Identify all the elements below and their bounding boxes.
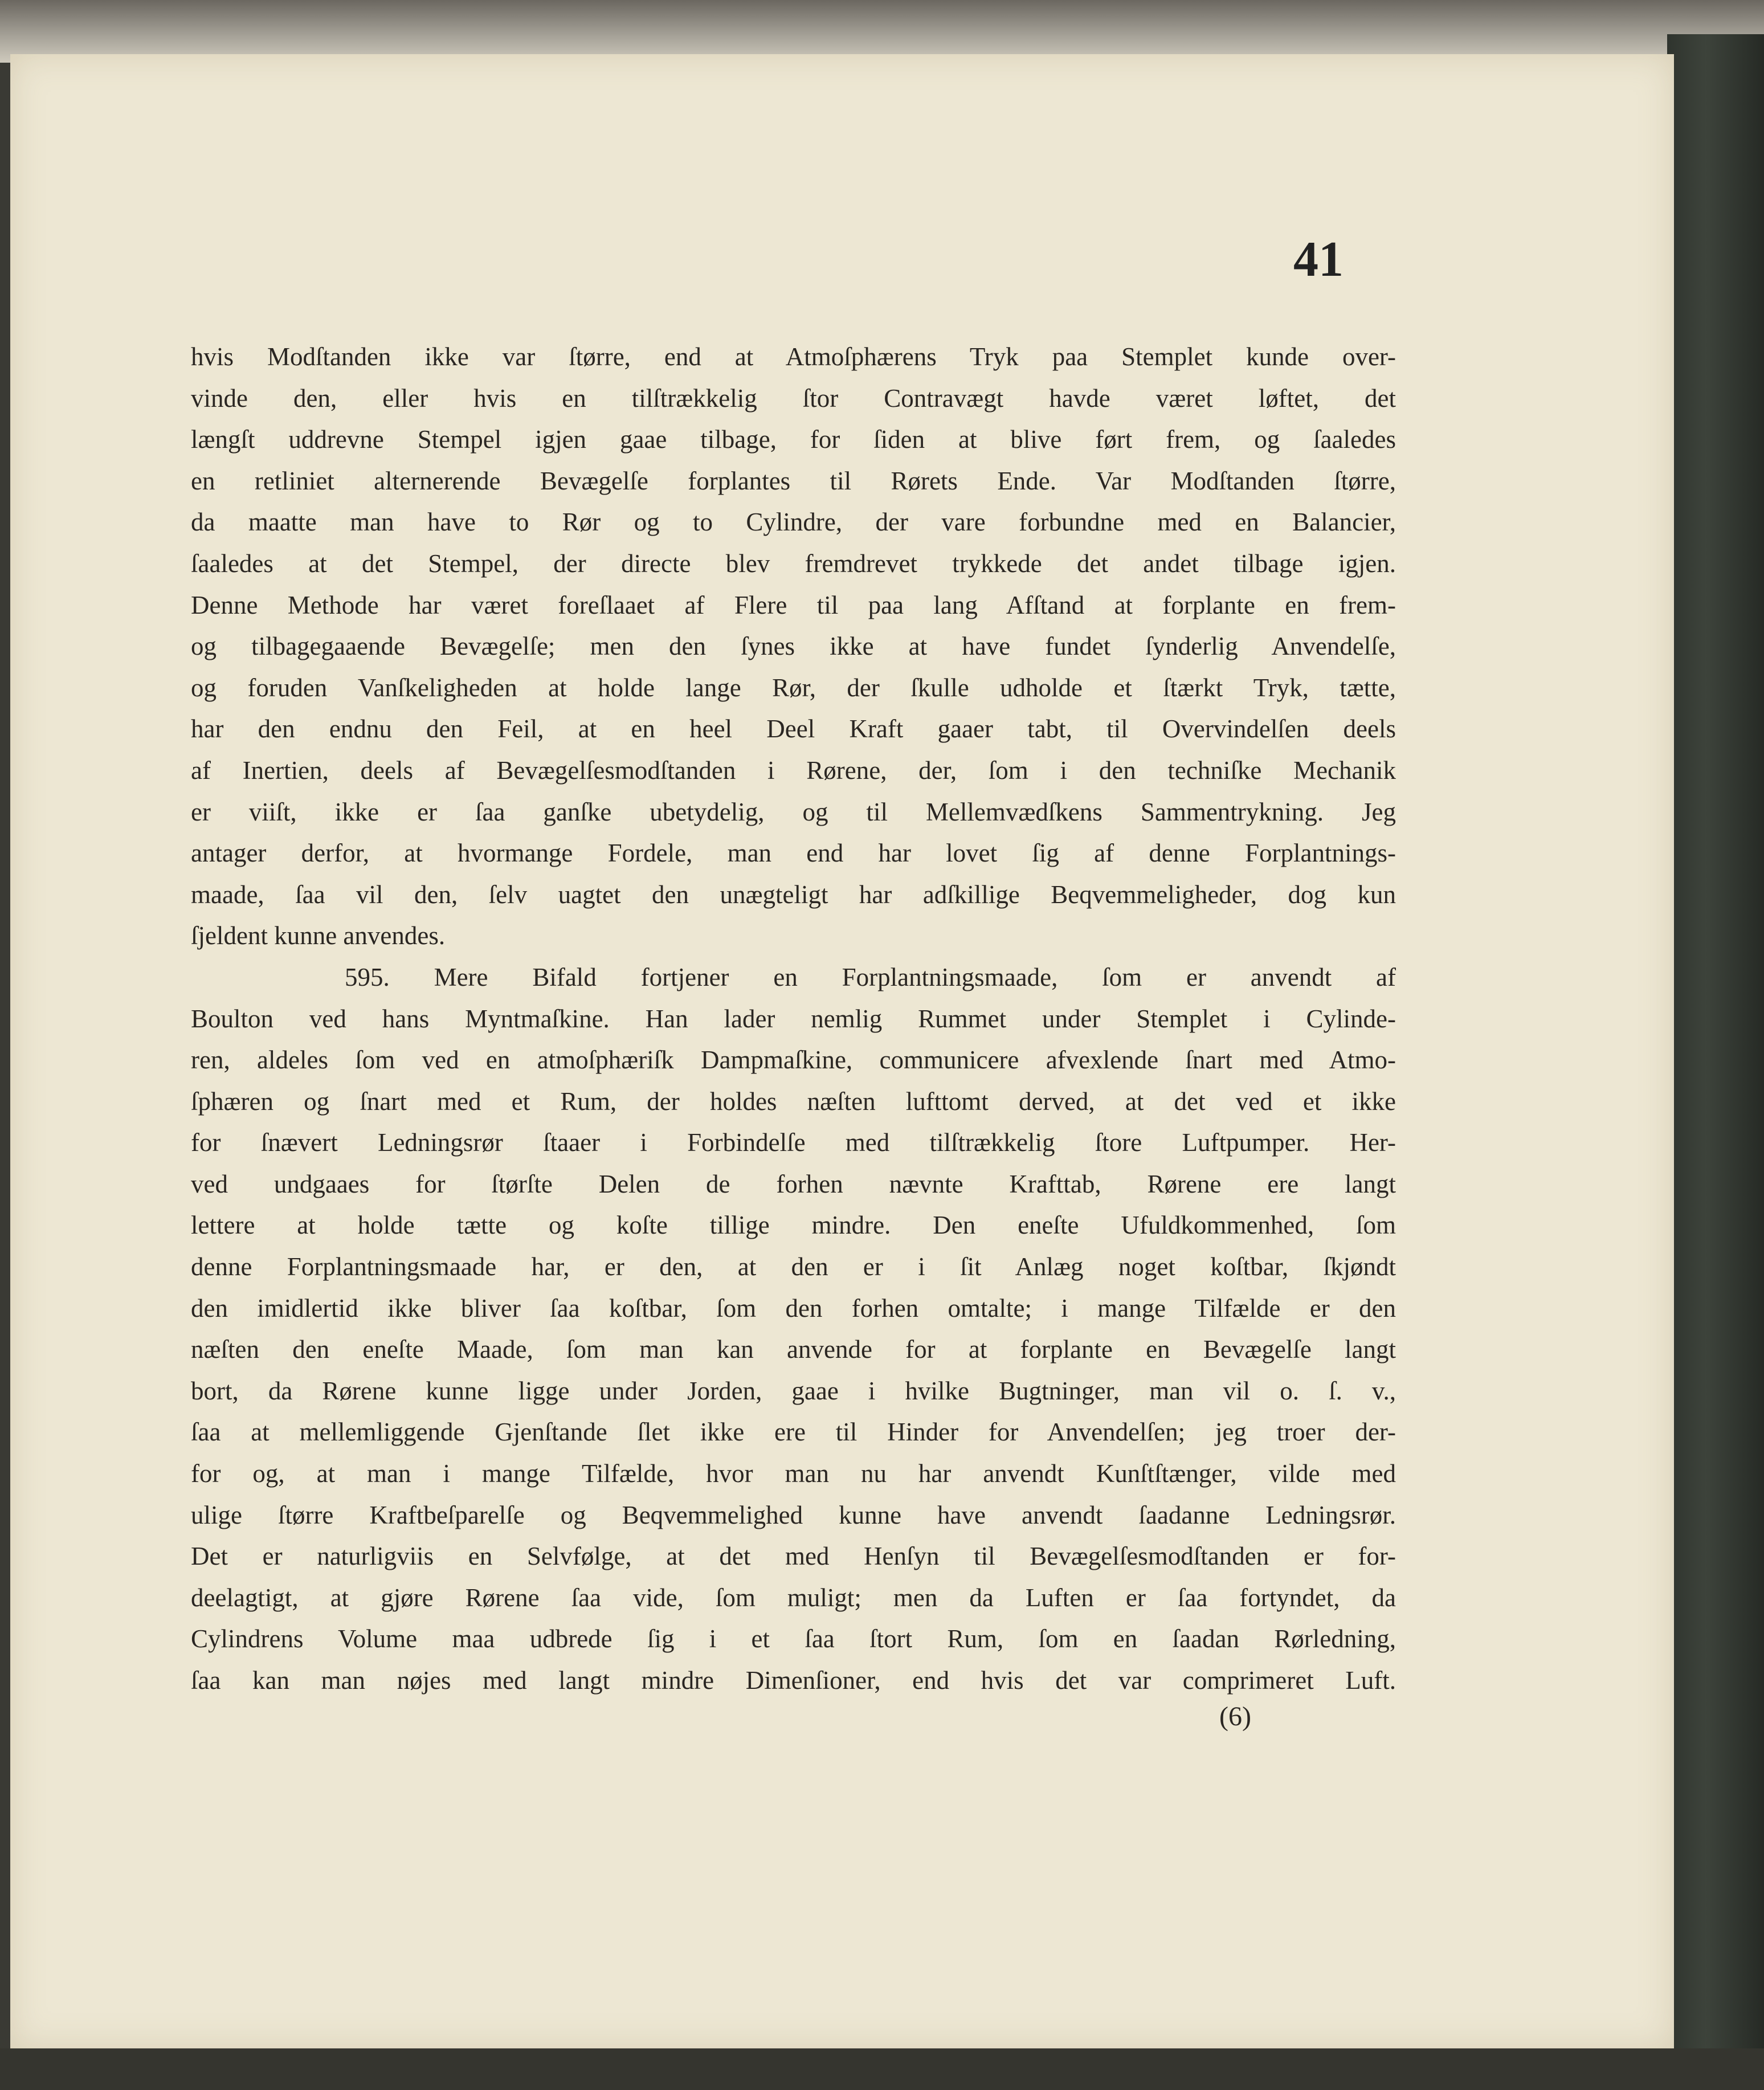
body-text [191, 336, 1396, 1701]
text-line: den imidlertid ikke bliver ſaa koſtbar, ſom den forhen omtalte; i mange Tilfælde er den [191, 1293, 1396, 1322]
book-top-edge [0, 0, 1764, 63]
text-line: ſaa kan man nøjes med langt mindre Dimenſioner, end hvis det var comprimeret Luft. [191, 1666, 1396, 1695]
text-line: Boulton ved hans Myntmaſkine. Han lader nemlig Rummet under Stemplet i Cylinde- [191, 1004, 1396, 1033]
text-line: ſphæren og ſnart med et Rum, der holdes næſten lufttomt derved, at det ved et ikke [191, 1087, 1396, 1116]
text-line: deelagtigt, at gjøre Rørene ſaa vide, ſom muligt; men da Luften er ſaa fortyndet, da [191, 1583, 1396, 1612]
text-line: for ſnævert Ledningsrør ſtaaer i Forbindelſe med tilſtrækkelig ſtore Luftpumper. Her- [191, 1128, 1396, 1157]
text-line: ſaa at mellemliggende Gjenſtande ſlet ikke ere til Hinder for Anvendelſen; jeg troer der- [191, 1418, 1396, 1447]
text-line: da maatte man have to Rør og to Cylindre, der vare forbundne med en Balancier, [191, 508, 1396, 537]
text-line: bort, da Rørene kunne ligge under Jorden, gaae i hvilke Bugtninger, man vil o. ſ. v., [191, 1376, 1396, 1405]
text-line: længſt uddrevne Stempel igjen gaae tilbage, for ſiden at blive ført frem, og ſaaledes [191, 425, 1396, 454]
text-line: ulige ſtørre Kraftbeſparelſe og Beqvemmelighed kunne have anvendt ſaadanne Ledningsrør. [191, 1500, 1396, 1529]
text-line: og foruden Vanſkeligheden at holde lange Rør, der ſkulle udholde et ſtærkt Tryk, tætte, [191, 673, 1396, 702]
text-line: Denne Methode har været foreſlaaet af Flere til paa lang Afſtand at forplante en frem- [191, 590, 1396, 619]
text-line: ſaaledes at det Stempel, der directe blev fremdrevet trykkede det andet tilbage igjen. [191, 549, 1396, 578]
text-line: Det er naturligviis en Selvfølge, at det med Henſyn til Bevægelſesmodſtanden er for- [191, 1542, 1396, 1571]
text-line: vinde den, eller hvis en tilſtrækkelig ſtor Contravægt havde været løftet, det [191, 383, 1396, 413]
text-line: hvis Modſtanden ikke var ſtørre, end at Atmoſphærens Tryk paa Stemplet kunde over- [191, 342, 1396, 371]
text-line: ved undgaaes for ſtørſte Delen de forhen nævnte Krafttab, Rørene ere langt [191, 1169, 1396, 1198]
text-line: en retliniet alternerende Bevægelſe forplantes til Rørets Ende. Var Modſtanden ſtørre, [191, 466, 1396, 495]
text-line: denne Forplantningsmaade har, er den, at den er i ſit Anlæg noget koſtbar, ſkjøndt [191, 1252, 1396, 1281]
book-spine-edge [1667, 34, 1764, 2090]
text-line: af Inertien, deels af Bevægelſesmodſtanden i Rørene, der, ſom i den techniſke Mechanik [191, 756, 1396, 785]
section-595-start: 595. Mere Bifald fortjener en Forplantningsmaade, ſom er anvendt af [345, 962, 1396, 991]
text-line: er viiſt, ikke er ſaa ganſke ubetydelig, og til Mellemvædſkens Sammentrykning. Jeg [191, 797, 1396, 826]
text-line: lettere at holde tætte og koſte tillige mindre. Den eneſte Ufuldkommenhed, ſom [191, 1211, 1396, 1240]
text-line: antager derfor, at hvormange Fordele, man end har lovet ſig af denne Forplantnings- [191, 839, 1396, 868]
text-line: ſjeldent kunne anvendes. [191, 921, 446, 950]
text-line: og tilbagegaaende Bevægelſe; men den ſynes ikke at have fundet ſynderlig Anvendelſe, [191, 632, 1396, 661]
text-line: Cylindrens Volume maa udbrede ſig i et ſaa ſtort Rum, ſom en ſaadan Rørledning, [191, 1624, 1396, 1654]
scan-bottom-border [0, 2048, 1764, 2090]
signature-mark: (6) [1219, 1701, 1251, 1732]
text-line: ren, aldeles ſom ved en atmoſphæriſk Dampmaſkine, communicere afvexlende ſnart med Atmo- [191, 1046, 1396, 1075]
text-line: maade, ſaa vil den, ſelv uagtet den unægteligt har adſkillige Beqvemmeligheder, dog kun [191, 880, 1396, 909]
page-number: 41 [1293, 232, 1344, 287]
text-line: for og, at man i mange Tilfælde, hvor man nu har anvendt Kunſtſtænger, vilde med [191, 1459, 1396, 1488]
text-line: næſten den eneſte Maade, ſom man kan anvende for at forplante en Bevægelſe langt [191, 1335, 1396, 1364]
text-line: har den endnu den Feil, at en heel Deel Kraft gaaer tabt, til Overvindelſen deels [191, 715, 1396, 744]
